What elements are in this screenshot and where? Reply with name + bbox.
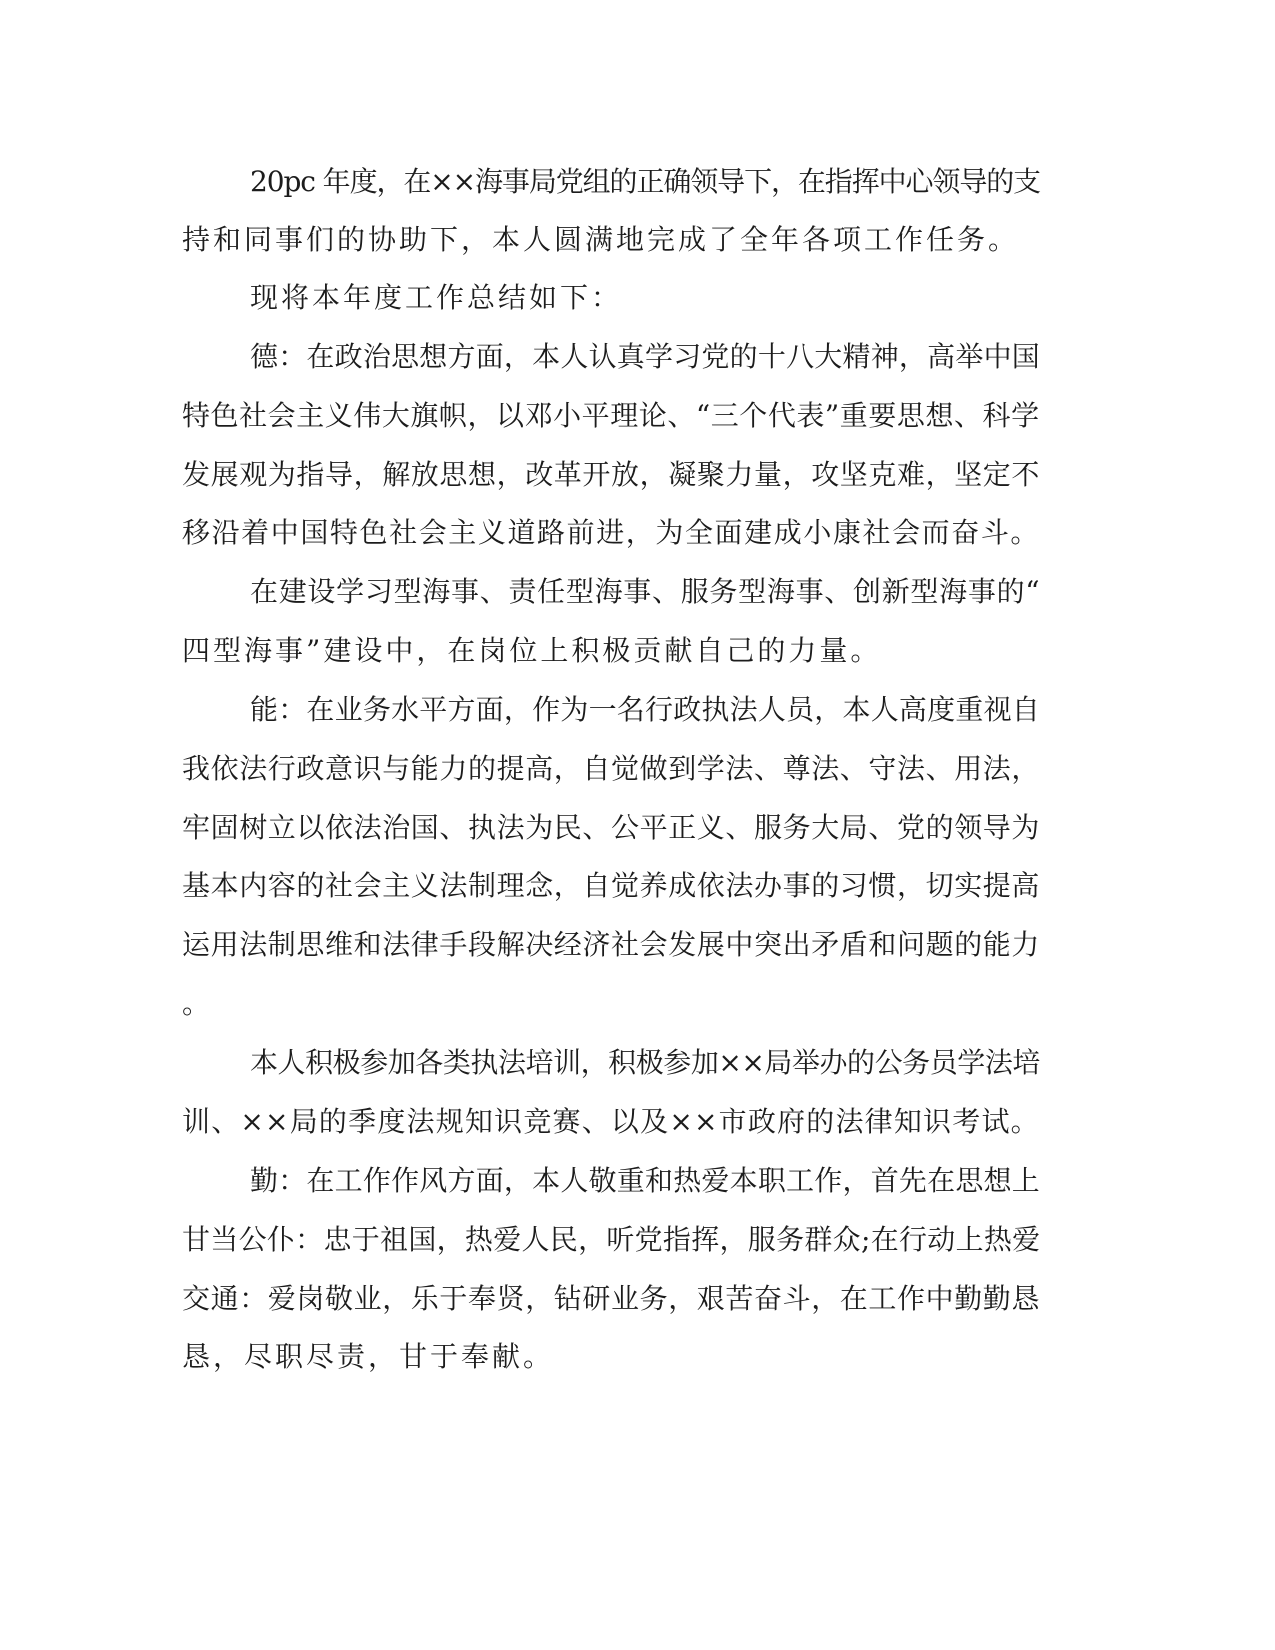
- text-line: 本人积极参加各类执法培训，积极参加××局举办的公务员学法培: [250, 1046, 1040, 1079]
- text-line: 牢固树立以依法治国、执法为民、公平正义、服务大局、党的领导为: [182, 811, 1041, 844]
- text-line: 交通：爱岗敬业，乐于奉贤，钻研业务，艰苦奋斗，在工作中勤勤恳: [182, 1282, 1041, 1315]
- text-line: 运用法制思维和法律手段解决经济社会发展中突出矛盾和问题的能力: [182, 928, 1041, 961]
- text-line: 发展观为指导，解放思想，改革开放，凝聚力量，攻坚克难，坚定不: [182, 458, 1041, 491]
- text-line: 20pc 年度，在××海事局党组的正确领导下，在指挥中心领导的支: [250, 165, 1041, 198]
- text-line: 持和同事们的协助下，本人圆满地完成了全年各项工作任务。: [182, 223, 1020, 256]
- text-line: 勤：在工作作风方面，本人敬重和热爱本职工作，首先在思想上: [250, 1164, 1041, 1197]
- text-line: 训、××局的季度法规知识竞赛、以及××市政府的法律知识考试。: [182, 1105, 1040, 1138]
- text-line: 恳，尽职尽责，甘于奉献。: [182, 1340, 555, 1373]
- text-line: 甘当公仆：忠于祖国，热爱人民，听党指挥，服务群众;在行动上热爱: [182, 1223, 1041, 1256]
- text-line: 德：在政治思想方面，本人认真学习党的十八大精神，高举中国: [250, 340, 1041, 373]
- text-line: 四型海事”建设中，在岗位上积极贡献自己的力量。: [182, 634, 882, 667]
- text-line: 在建设学习型海事、责任型海事、服务型海事、创新型海事的“: [250, 575, 1041, 608]
- text-line: 现将本年度工作总结如下：: [250, 281, 623, 314]
- text-line: 能：在业务水平方面，作为一名行政执法人员，本人高度重视自: [250, 693, 1041, 726]
- text-line: 特色社会主义伟大旗帜，以邓小平理论、“三个代表”重要思想、科学: [182, 399, 1040, 432]
- text-line: 基本内容的社会主义法制理念，自觉养成依法办事的习惯，切实提高: [182, 869, 1041, 902]
- text-line: 我依法行政意识与能力的提高，自觉做到学法、尊法、守法、用法，: [182, 752, 1041, 785]
- text-line: 。: [182, 987, 214, 1020]
- text-line: 移沿着中国特色社会主义道路前进，为全面建成小康社会而奋斗。: [182, 516, 1041, 549]
